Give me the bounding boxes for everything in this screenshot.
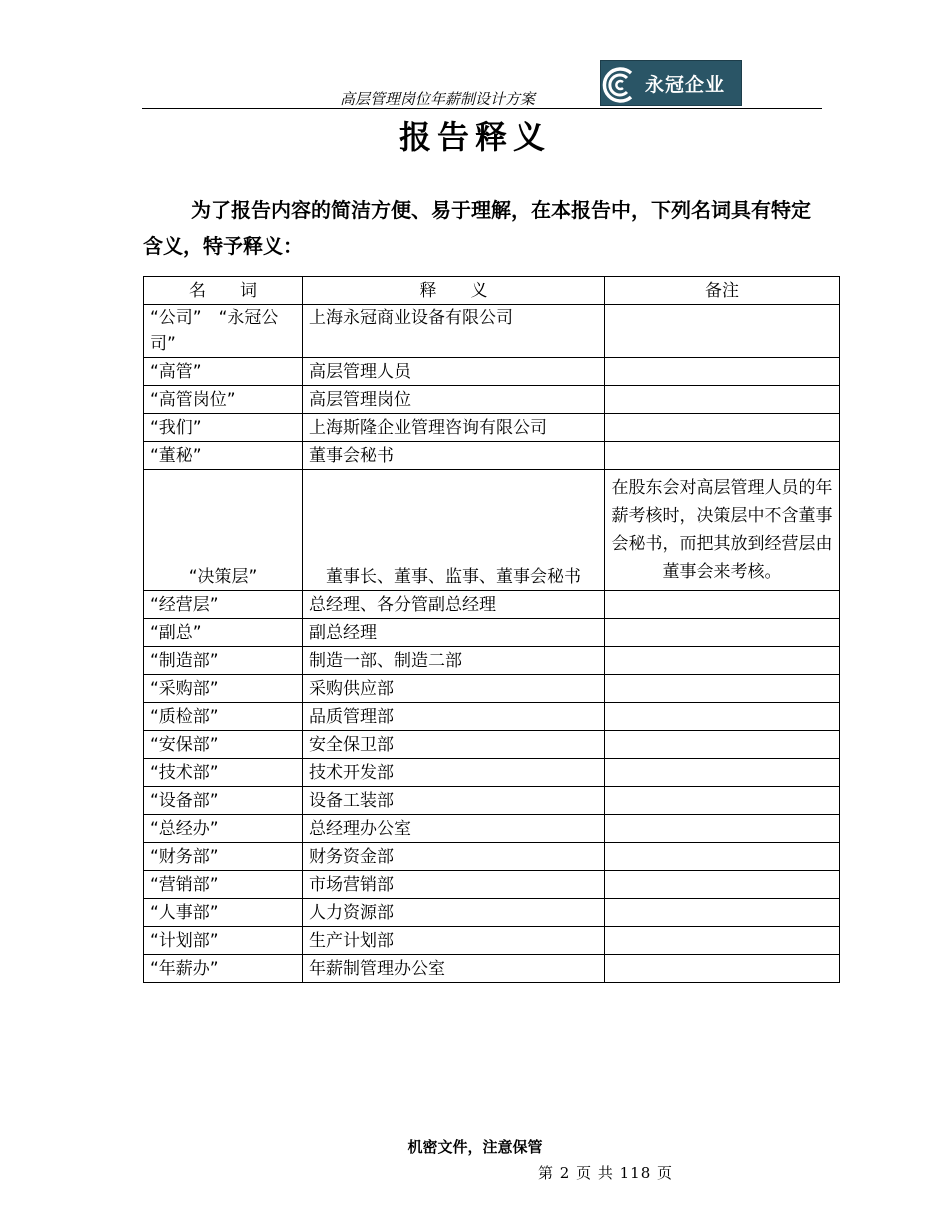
note-cell — [605, 927, 840, 955]
confidential-notice: 机密文件，注意保管 — [407, 1138, 543, 1156]
table-row — [144, 787, 840, 815]
table-row — [144, 591, 840, 619]
table-row — [144, 442, 840, 470]
term-cell: “公司” “永冠公司” — [144, 305, 303, 358]
definition-cell: 上海永冠商业设备有限公司 — [303, 305, 605, 358]
page-number: 第 2 页 共 118 页 — [538, 1164, 674, 1182]
term-cell: “经营层” — [144, 591, 303, 619]
table-row — [144, 619, 840, 647]
note-cell — [605, 591, 840, 619]
term-cell: “人事部” — [144, 899, 303, 927]
definition-cell: 财务资金部 — [303, 843, 605, 871]
term-cell: “计划部” — [144, 927, 303, 955]
note-cell — [605, 843, 840, 871]
definition-cell: 市场营销部 — [303, 871, 605, 899]
note-cell — [605, 815, 840, 843]
doc-title: 高层管理岗位年薪制设计方案 — [340, 90, 536, 108]
note-cell — [605, 675, 840, 703]
definition-cell: 总经理、各分管副总经理 — [303, 591, 605, 619]
note-cell — [605, 305, 840, 358]
note-cell — [605, 647, 840, 675]
term-cell: “制造部” — [144, 647, 303, 675]
term-cell: “年薪办” — [144, 955, 303, 983]
header-divider — [142, 108, 822, 109]
column-header-note: 备注 — [605, 277, 840, 305]
table-row — [144, 647, 840, 675]
note-cell — [605, 787, 840, 815]
term-cell: “高管” — [144, 358, 303, 386]
table-row — [144, 305, 840, 358]
term-cell: “董秘” — [144, 442, 303, 470]
yongguan-logo-icon — [601, 61, 641, 105]
table-row — [144, 955, 840, 983]
definition-cell: 人力资源部 — [303, 899, 605, 927]
page-title: 报告释义 — [398, 118, 551, 156]
definition-cell: 制造一部、制造二部 — [303, 647, 605, 675]
table-row — [144, 358, 840, 386]
note-cell — [605, 358, 840, 386]
note-cell — [605, 442, 840, 470]
definition-cell: 董事长、董事、监事、董事会秘书 — [303, 470, 605, 591]
definition-cell: 副总经理 — [303, 619, 605, 647]
table-row — [144, 899, 840, 927]
definition-cell: 采购供应部 — [303, 675, 605, 703]
definition-cell: 生产计划部 — [303, 927, 605, 955]
terms-table — [143, 276, 840, 983]
column-header-term: 名 词 — [144, 277, 303, 305]
table-row — [144, 927, 840, 955]
note-cell — [605, 731, 840, 759]
definition-cell: 高层管理岗位 — [303, 386, 605, 414]
term-cell: “高管岗位” — [144, 386, 303, 414]
term-cell: “决策层” — [144, 470, 303, 591]
term-cell: “副总” — [144, 619, 303, 647]
table-row — [144, 386, 840, 414]
definition-cell: 技术开发部 — [303, 759, 605, 787]
definition-cell: 品质管理部 — [303, 703, 605, 731]
column-header-definition: 释 义 — [303, 277, 605, 305]
note-cell — [605, 759, 840, 787]
logo-text: 永冠企业 — [645, 73, 726, 96]
term-cell: “质检部” — [144, 703, 303, 731]
table-row — [144, 470, 840, 591]
term-cell: “我们” — [144, 414, 303, 442]
table-row — [144, 675, 840, 703]
definition-cell: 总经理办公室 — [303, 815, 605, 843]
term-cell: “总经办” — [144, 815, 303, 843]
company-logo — [600, 60, 742, 106]
note-cell — [605, 899, 840, 927]
definition-cell: 安全保卫部 — [303, 731, 605, 759]
table-header-row — [144, 277, 840, 305]
note-cell: 在股东会对高层管理人员的年薪考核时，决策层中不含董事会秘书，而把其放到经营层由董事会来考核。 — [605, 470, 840, 591]
table-row — [144, 731, 840, 759]
definition-cell: 高层管理人员 — [303, 358, 605, 386]
table-row — [144, 843, 840, 871]
term-cell: “采购部” — [144, 675, 303, 703]
term-cell: “技术部” — [144, 759, 303, 787]
table-row — [144, 871, 840, 899]
definition-cell: 设备工装部 — [303, 787, 605, 815]
table-row — [144, 703, 840, 731]
note-cell — [605, 386, 840, 414]
table-row — [144, 759, 840, 787]
definition-cell: 董事会秘书 — [303, 442, 605, 470]
table-row — [144, 414, 840, 442]
term-cell: “营销部” — [144, 871, 303, 899]
note-cell — [605, 619, 840, 647]
intro-paragraph: 为了报告内容的简洁方便、易于理解，在本报告中，下列名词具有特定含义，特予释义： — [143, 198, 811, 258]
note-cell — [605, 871, 840, 899]
definition-cell: 年薪制管理办公室 — [303, 955, 605, 983]
term-cell: “安保部” — [144, 731, 303, 759]
definition-cell: 上海斯隆企业管理咨询有限公司 — [303, 414, 605, 442]
note-cell — [605, 703, 840, 731]
term-cell: “财务部” — [144, 843, 303, 871]
term-cell: “设备部” — [144, 787, 303, 815]
table-row — [144, 815, 840, 843]
note-cell — [605, 414, 840, 442]
note-cell — [605, 955, 840, 983]
